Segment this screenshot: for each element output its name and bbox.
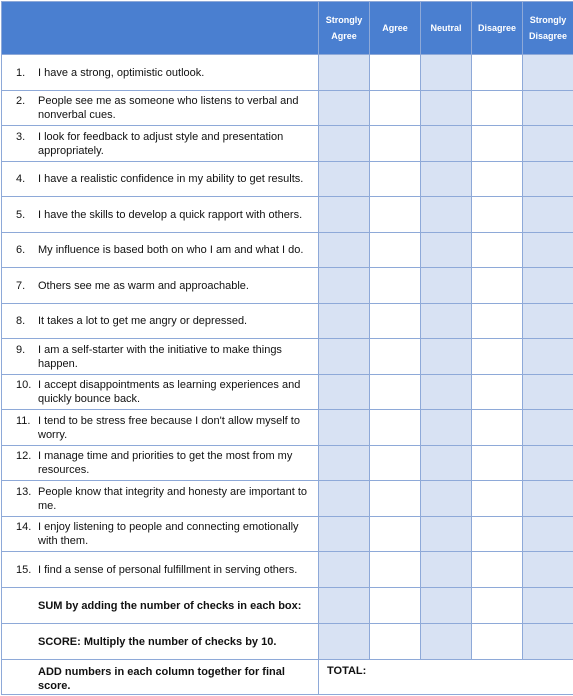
statement-text: People know that integrity and honesty are important to me. [38,485,310,513]
statement-number: 12. [16,449,38,477]
response-box-strongly-disagree[interactable] [523,197,573,233]
response-box-agree[interactable] [370,375,421,410]
response-box-strongly-disagree[interactable] [523,233,573,268]
response-box-disagree[interactable] [472,375,523,410]
header-strongly-disagree: Strongly Disagree [523,2,573,55]
statement-text: I tend to be stress free because I don't allow myself to worry. [38,414,310,442]
sum-label: SUM by adding the number of checks in each box: [38,599,310,613]
statement-number: 10. [16,378,38,406]
statement-number: 11. [16,414,38,442]
score-strongly-agree-box[interactable] [319,624,370,660]
response-box-strongly-agree[interactable] [319,552,370,588]
statement-text: I have a strong, optimistic outlook. [38,66,310,80]
statement-cell [2,268,319,304]
total-label: TOTAL: [327,665,366,677]
statement-text: It takes a lot to get me angry or depressed. [38,314,310,328]
header-neutral: Neutral [421,2,472,55]
response-box-strongly-disagree[interactable] [523,410,573,446]
statement-number: 9. [16,343,38,371]
statement-text: I enjoy listening to people and connecting emotionally with them. [38,520,310,548]
response-box-neutral[interactable] [421,446,472,481]
statement-text: I have the skills to develop a quick rapport with others. [38,208,310,222]
statement-text: I am a self-starter with the initiative to make things happen. [38,343,310,371]
statement-number: 1. [16,66,38,80]
statement-text: I have a realistic confidence in my ability to get results. [38,172,310,186]
response-box-strongly-disagree[interactable] [523,162,573,197]
statement-row [2,481,573,517]
statement-cell [2,304,319,339]
score-strongly-disagree-box[interactable] [523,624,573,660]
statement-row [2,197,573,233]
statement-cell [2,162,319,197]
response-box-disagree[interactable] [472,233,523,268]
response-box-neutral[interactable] [421,481,472,517]
self-assessment-table [1,1,573,695]
response-box-agree[interactable] [370,126,421,162]
statement-number: 4. [16,172,38,186]
statement-number: 13. [16,485,38,513]
statement-text: My influence is based both on who I am and what I do. [38,243,310,257]
response-box-neutral[interactable] [421,55,472,91]
score-label: SCORE: Multiply the number of checks by 10. [38,635,310,649]
statement-cell [2,339,319,375]
statement-row [2,517,573,552]
response-box-disagree[interactable] [472,91,523,126]
response-box-strongly-disagree[interactable] [523,481,573,517]
response-box-agree[interactable] [370,339,421,375]
response-box-neutral[interactable] [421,375,472,410]
header-blank-cell [2,2,319,55]
response-box-strongly-agree[interactable] [319,162,370,197]
response-box-agree[interactable] [370,268,421,304]
total-cell[interactable] [319,660,573,695]
statement-cell [2,91,319,126]
statement-number: 7. [16,279,38,293]
response-box-disagree[interactable] [472,268,523,304]
response-box-strongly-disagree[interactable] [523,552,573,588]
response-box-strongly-disagree[interactable] [523,375,573,410]
response-box-strongly-agree[interactable] [319,55,370,91]
response-box-agree[interactable] [370,481,421,517]
response-box-agree[interactable] [370,517,421,552]
statement-cell [2,375,319,410]
statement-text: I manage time and priorities to get the most from my resources. [38,449,310,477]
response-box-disagree[interactable] [472,304,523,339]
add-label-cell [2,660,319,695]
statement-row [2,268,573,304]
response-box-neutral[interactable] [421,304,472,339]
response-box-neutral[interactable] [421,339,472,375]
statement-text: I accept disappointments as learning experiences and quickly bounce back. [38,378,310,406]
sum-label-cell [2,588,319,624]
response-box-disagree[interactable] [472,162,523,197]
score-neutral-box[interactable] [421,624,472,660]
response-box-agree[interactable] [370,55,421,91]
statement-row [2,162,573,197]
statement-row [2,552,573,588]
response-box-neutral[interactable] [421,162,472,197]
response-box-strongly-disagree[interactable] [523,126,573,162]
response-box-neutral[interactable] [421,517,472,552]
statement-number: 15. [16,563,38,577]
statement-cell [2,446,319,481]
statement-cell [2,552,319,588]
response-box-disagree[interactable] [472,552,523,588]
response-box-disagree[interactable] [472,339,523,375]
statement-cell [2,410,319,446]
response-box-neutral[interactable] [421,233,472,268]
score-disagree-box[interactable] [472,624,523,660]
statement-row [2,375,573,410]
statement-cell [2,517,319,552]
response-box-strongly-agree[interactable] [319,304,370,339]
score-label-cell [2,624,319,660]
response-box-strongly-agree[interactable] [319,446,370,481]
sum-row [2,588,573,624]
response-box-agree[interactable] [370,197,421,233]
response-box-strongly-agree[interactable] [319,268,370,304]
response-box-strongly-agree[interactable] [319,233,370,268]
score-row [2,624,573,660]
response-box-strongly-disagree[interactable] [523,304,573,339]
response-box-strongly-disagree[interactable] [523,268,573,304]
header-agree: Agree [370,2,421,55]
response-box-neutral[interactable] [421,91,472,126]
statement-row [2,233,573,268]
statement-text: People see me as someone who listens to verbal and nonverbal cues. [38,94,310,122]
response-box-strongly-agree[interactable] [319,197,370,233]
response-box-disagree[interactable] [472,481,523,517]
response-box-agree[interactable] [370,552,421,588]
statement-row [2,446,573,481]
add-label: ADD numbers in each column together for final score. [38,665,310,693]
response-box-disagree[interactable] [472,446,523,481]
statement-number: 2. [16,94,38,122]
response-box-strongly-agree[interactable] [319,410,370,446]
response-box-strongly-agree[interactable] [319,91,370,126]
statement-row [2,91,573,126]
response-box-disagree[interactable] [472,55,523,91]
header-row [2,2,573,55]
response-box-neutral[interactable] [421,410,472,446]
response-box-strongly-disagree[interactable] [523,517,573,552]
response-box-agree[interactable] [370,91,421,126]
response-box-neutral[interactable] [421,126,472,162]
statement-cell [2,55,319,91]
sum-neutral-box[interactable] [421,588,472,624]
statement-cell [2,197,319,233]
response-box-neutral[interactable] [421,197,472,233]
statement-cell [2,481,319,517]
response-box-disagree[interactable] [472,126,523,162]
response-box-neutral[interactable] [421,552,472,588]
sum-agree-box[interactable] [370,588,421,624]
response-box-agree[interactable] [370,304,421,339]
statement-cell [2,126,319,162]
header-disagree: Disagree [472,2,523,55]
response-box-disagree[interactable] [472,410,523,446]
statement-row [2,304,573,339]
response-box-agree[interactable] [370,233,421,268]
statement-number: 14. [16,520,38,548]
statement-number: 3. [16,130,38,158]
response-box-strongly-disagree[interactable] [523,55,573,91]
statement-text: I look for feedback to adjust style and presentation appropriately. [38,130,310,158]
response-box-strongly-agree[interactable] [319,517,370,552]
sum-disagree-box[interactable] [472,588,523,624]
sum-strongly-disagree-box[interactable] [523,588,573,624]
response-box-agree[interactable] [370,410,421,446]
response-box-strongly-agree[interactable] [319,339,370,375]
statement-text: I find a sense of personal fulfillment in serving others. [38,563,310,577]
response-box-strongly-disagree[interactable] [523,91,573,126]
response-box-disagree[interactable] [472,197,523,233]
response-box-agree[interactable] [370,446,421,481]
statement-cell [2,233,319,268]
response-box-neutral[interactable] [421,268,472,304]
statement-number: 6. [16,243,38,257]
response-box-strongly-disagree[interactable] [523,446,573,481]
statement-row [2,126,573,162]
sum-strongly-agree-box[interactable] [319,588,370,624]
statement-number: 8. [16,314,38,328]
response-box-disagree[interactable] [472,517,523,552]
add-row [2,660,573,695]
statement-number: 5. [16,208,38,222]
header-strongly-agree: Strongly Agree [319,2,370,55]
statement-row [2,55,573,91]
statement-row [2,410,573,446]
statement-row [2,339,573,375]
response-box-strongly-agree[interactable] [319,375,370,410]
response-box-strongly-disagree[interactable] [523,339,573,375]
score-agree-box[interactable] [370,624,421,660]
response-box-strongly-agree[interactable] [319,481,370,517]
response-box-strongly-agree[interactable] [319,126,370,162]
response-box-agree[interactable] [370,162,421,197]
statement-text: Others see me as warm and approachable. [38,279,310,293]
